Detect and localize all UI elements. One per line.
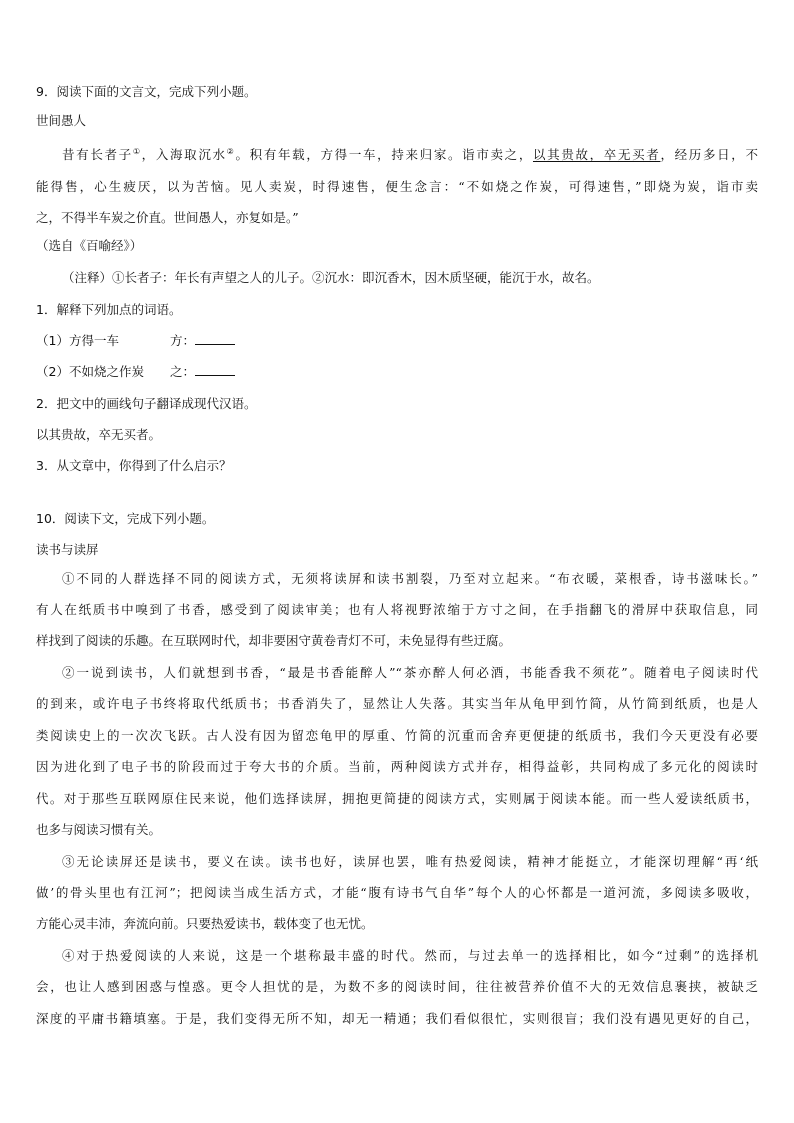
q9-source: （选自《百喻经》）: [36, 238, 143, 253]
answer-blank[interactable]: [195, 332, 235, 345]
q10-title: 读书与读屏: [36, 542, 99, 557]
q10-heading: 10．阅读下文，完成下列小题。: [36, 511, 215, 526]
q9-text-line-2: 能得售，心生疲厌，以为苦恼。见人卖炭，时得速售，便生念言：“不如烧之作炭，可得速售，”即烧为炭，诣市卖: [36, 179, 758, 194]
q9-sub1-heading: 1．解释下列加点的词语。: [36, 302, 182, 317]
answer-blank[interactable]: [195, 363, 235, 376]
q9-sub1-item-2: [36, 362, 758, 382]
q9-text-seg: 。积有年载，方得一车，持来归家。诣市卖之，: [235, 147, 533, 162]
q10-line: 因为进化到了电子书的阶段而过于夸大书的介质。当前，两种阅读方式并存，相得益彰，共同构成了多元化的阅读时: [36, 759, 758, 774]
note-marker-1: ①: [132, 146, 142, 156]
q10-line: ③无论读屏还是读书，要义在读。读书也好，读屏也罢，唯有热爱阅读，精神才能挺立，才能深切理解“再‘纸: [62, 854, 758, 869]
q9-sub1-item-1: [36, 331, 758, 351]
q10-line: ④对于热爱阅读的人来说，这是一个堪称最丰盛的时代。然而，与过去单一的选择相比，如今“过剩”的选择机: [62, 948, 758, 963]
q10-line: 有人在纸质书中嗅到了书香，感受到了阅读审美；也有人将视野浓缩于方寸之间，在手指翻飞的滑屏中获取信息，同: [36, 602, 758, 617]
q9-title: 世间愚人: [36, 113, 87, 128]
q10-line: ①不同的人群选择不同的阅读方式，无须将读屏和读书割裂，乃至对立起来。“布衣暖，菜根香，诗书滋味长。”: [62, 571, 758, 586]
q9-text-seg: ，入海取沉水: [141, 147, 227, 162]
note-marker-2: ②: [226, 146, 236, 156]
q10-line: 的到来，或许电子书终将取代纸质书；书香消失了，显然让人失落。其实当年从龟甲到竹简，从竹简到纸质，也是人: [36, 696, 758, 711]
q10-line: 也多与阅读习惯有关。: [36, 822, 162, 837]
q9-text-line-1: [62, 145, 758, 165]
q9-text-seg: 昔有长者子: [62, 147, 133, 162]
sub1-item2-phrase: （2）不如烧之作炭: [36, 364, 144, 379]
sub1-item1-word: 方：: [170, 333, 196, 348]
q10-line: 方能心灵丰沛，奔流向前。只要热爱读书，载体变了也无忧。: [36, 916, 374, 931]
q10-line: ②一说到读书，人们就想到书香，“最是书香能醉人”“茶亦醉人何必酒，书能香我不须花”。随着电子阅读时代: [62, 665, 758, 680]
q10-line: 深度的平庸书籍填塞。于是，我们变得无所不知，却无一精通；我们看似很忙，实则很盲；我们没有遇见更好的自己，: [36, 1011, 758, 1026]
q9-note: （注释）①长者子：年长有声望之人的儿子。②沉水：即沉香木，因木质坚硬，能沉于水，故名。: [62, 270, 600, 285]
q9-heading: 9．阅读下面的文言文，完成下列小题。: [36, 84, 257, 99]
q9-sub2-sentence: 以其贵故，卒无买者。: [36, 427, 162, 442]
q10-line: 类阅读史上的一次次飞跃。古人没有因为留恋龟甲的厚重、竹简的沉重而舍弃更便捷的纸质书，我们今天更没有必要: [36, 728, 758, 743]
q10-line: 样找到了阅读的乐趣。在互联网时代，却非要困守黄卷青灯不可，未免显得有些迂腐。: [36, 633, 512, 648]
q10-line: 做’的骨头里也有江河”；把阅读当成生活方式，才能“腹有诗书气自华”每个人的心怀都是一道河流，多阅读多吸收，: [36, 885, 758, 900]
q9-sub2-heading: 2．把文中的画线句子翻译成现代汉语。: [36, 396, 257, 411]
q9-text-seg: ，经历多日，不: [660, 147, 758, 162]
sub1-item2-word: 之：: [170, 364, 196, 379]
q9-text-line-3: 之，不得半车炭之价直。世间愚人，亦复如是。”: [36, 210, 299, 225]
q9-sub3-heading: 3．从文章中，你得到了什么启示？: [36, 458, 232, 473]
underlined-sentence: 以其贵故，卒无买者: [532, 147, 661, 162]
q10-line: 代。对于那些互联网原住民来说，他们选择读屏，拥抱更简捷的阅读方式，实则属于阅读本能。而一些人爱读纸质书，: [36, 791, 758, 806]
sub1-item1-phrase: （1）方得一车: [36, 333, 119, 348]
q10-line: 会，也让人感到困惑与惶惑。更令人担忧的是，为数不多的阅读时间，往往被营养价值不大的无效信息裹挟，被缺乏: [36, 979, 758, 994]
